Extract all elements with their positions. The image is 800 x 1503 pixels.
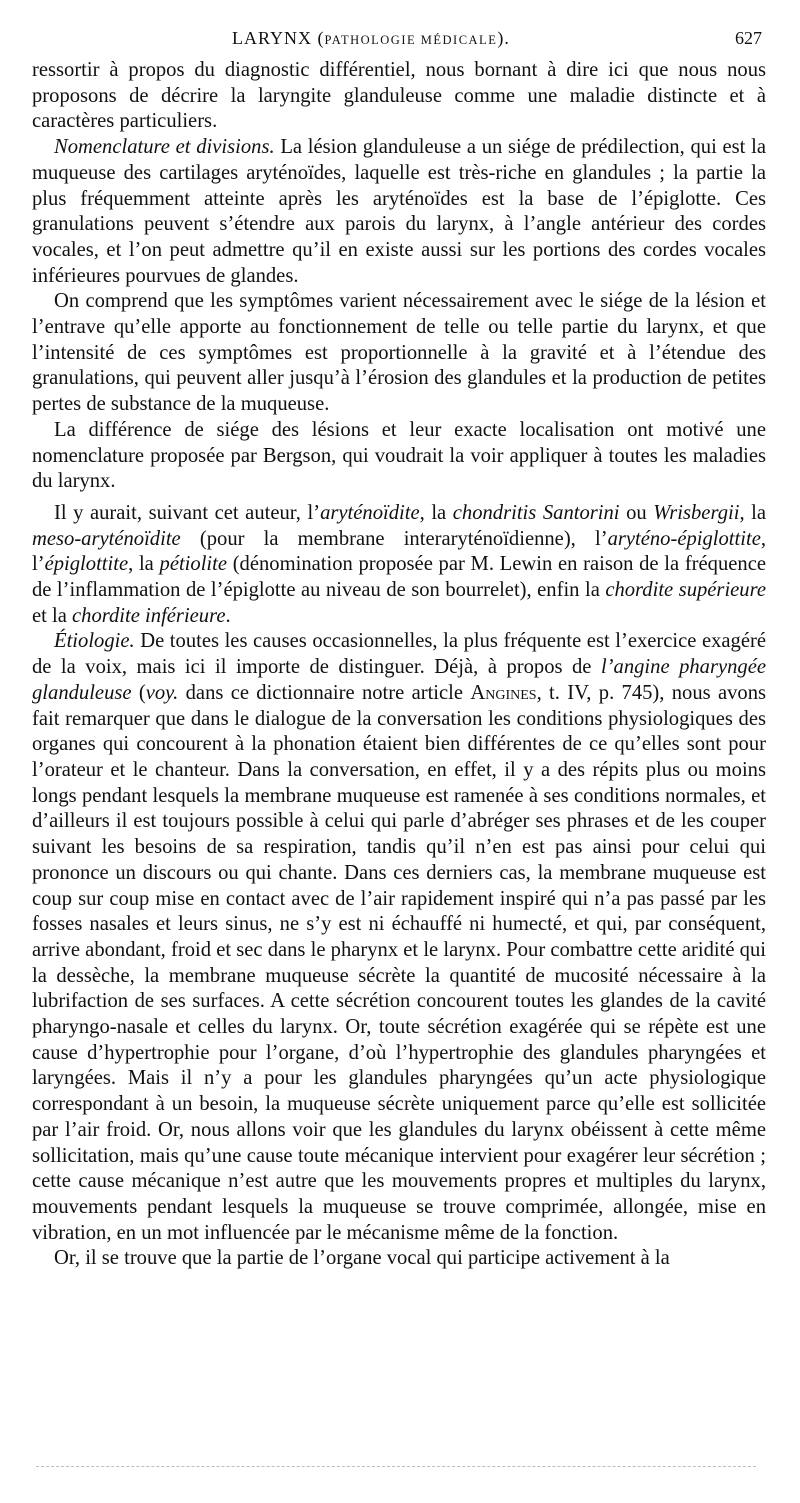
italic-term: pétiolite bbox=[159, 553, 227, 576]
paragraph-nomenclature bbox=[32, 135, 766, 289]
text-run: , la bbox=[739, 501, 767, 524]
paragraph-final: Or, il se trouve que la partie de l’organe vocal qui participe activement à la bbox=[54, 1247, 670, 1270]
italic-term: aryténo-épiglottite bbox=[607, 527, 761, 550]
running-title-end: ). bbox=[497, 28, 510, 48]
page-number: 627 bbox=[735, 28, 762, 48]
paragraph-etiology bbox=[32, 629, 766, 1246]
text-run: ( bbox=[131, 681, 146, 704]
paragraph-text: La lésion glanduleuse a un siége de prédilection, qui est la muqueuse des cartilages aryténoïdes, laquelle est très-riche en glandules ; la partie la plus fréquemment atteinte après les aryténoïdes est la base de l’épiglotte. Ces granulations peuvent s’étendre aux parois du larynx, à l’angle antérieur des cordes vocales, et l’on peut admettre qu’il en existe aussi sur les portions des cordes vocales inférieures pourvues de glandes. bbox=[32, 136, 766, 287]
text-run: , l’ bbox=[32, 527, 766, 576]
italic-term: chordite supérieure bbox=[605, 579, 766, 602]
running-title-main: LARYNX ( bbox=[232, 28, 325, 48]
italic-term: chordite inférieure bbox=[72, 604, 226, 627]
text-run: Il y aurait, suivant cet auteur, l’ bbox=[54, 501, 321, 524]
italic-term: épiglottite bbox=[44, 553, 129, 576]
italic-term: aryténoïdite bbox=[320, 501, 420, 524]
text-run: (pour la membrane interaryténoïdienne), l’ bbox=[180, 527, 608, 550]
small-caps-reference: Angines bbox=[470, 681, 537, 704]
text-run: et la bbox=[32, 604, 73, 627]
running-title-subtitle: PATHOLOGIE MÉDICALE bbox=[324, 33, 498, 47]
document-page bbox=[32, 28, 766, 1272]
paragraph-continuation: ressortir à propos du diagnostic différentiel, nous bornant à dire ici que nous nous proposons de décrire la laryngite glanduleuse comme une maladie distincte et à caractères particuliers. bbox=[32, 59, 766, 133]
text-run: , t. IV, p. 745), nous avons fait remarquer que dans le dialogue de la conversation les conditions physiologiques des organes qui concourent à la phonation étaient bien différentes de ce qu’elles sont pour l’orateur et le chanteur. Dans la conversation, en effet, il y a des répits plus ou moins longs pendant lesquels la membrane muqueuse est ramenée à ses conditions normales, et d’ailleurs il est toujours possible à celui qui parle d’abréger ses phrases et de les couper suivant les besoins de sa respiration, tandis qu’il n’en est pas ainsi pour celui qui prononce un discours ou qui chante. Dans ces derniers cas, la membrane muqueuse est coup sur coup mise en contact avec de l’air rapidement inspiré qui n’a pas passé par les fosses nasales et leurs sinus, ne s’y est ni échauffé ni humecté, et qui, par conséquent, arrive abondant, froid et sec dans le pharynx et le larynx. Pour combattre cette aridité qui la dessèche, la membrane muqueuse sécrète la quantité de mucosité nécessaire à la lubrifaction de ses surfaces. A cette sécrétion concourent toutes les glandes de la cavité pharyngo-nasale et celles du larynx. Or, toute sécrétion exagérée qui se répète est une cause d’hypertrophie pour l’organe, d’où l’hypertrophie des glandules pharyngées et laryngées. Mais il n’y a pour les glandules pharyngées qu’un acte physiologique correspondant à un besoin, la muqueuse sécrète uniquement parce qu’elle est sollicitée par l’air froid. Or, nous allons voir que les glandules du larynx obéissent à cette même sollicitation, mais qu’une cause toute mécanique intervient pour exagérer leur sécrétion ; cette cause mécanique n’est autre que les mouvements propres et multiples du larynx, mouvements pendant lesquels la muqueuse se trouve comprimée, allongée, mise en vibration, en un mot influencée par le mécanisme même de la fonction. bbox=[32, 681, 767, 1244]
italic-term: meso-aryténoïdite bbox=[32, 527, 181, 550]
text-run: De toutes les causes occasionnelles, la plus fréquente est l’exercice exagéré de la voix, mais ici il importe de distinguer. Déjà, à propos de bbox=[32, 630, 766, 679]
text-run: ou bbox=[619, 501, 654, 524]
text-run: (dénomination proposée par M. Lewin en raison de la fréquence de l’inflammation de l’épiglotte au niveau de son bourrelet), enfin la bbox=[32, 553, 766, 602]
text-run: dans ce dictionnaire notre article bbox=[178, 681, 471, 704]
running-title bbox=[232, 28, 510, 49]
section-heading-etiology: Étiologie. bbox=[54, 630, 135, 653]
italic-term: chondritis Santorini bbox=[452, 501, 620, 524]
section-heading-nomenclature: Nomenclature et divisions. bbox=[54, 136, 275, 159]
text-run: , la bbox=[128, 553, 160, 576]
italic-term: Wrisbergii bbox=[653, 501, 740, 524]
italic-term: voy. bbox=[145, 681, 179, 704]
paragraph-symptoms: On comprend que les symptômes varient nécessairement avec le siége de la lésion et l’entrave qu’elle apporte au fonctionnement de telle ou telle partie du larynx, et que l’intensité de ces symptômes est proportionnelle à la gravité et à l’étendue des granulations, qui peuvent aller jusqu’à l’érosion des glandules et la production de petites pertes de substance de la muqueuse. bbox=[32, 290, 766, 416]
body-text bbox=[32, 58, 766, 1272]
paragraph-nomenclature-list bbox=[32, 501, 766, 630]
paragraph-bergson-nomenclature: La différence de siége des lésions et leur exacte localisation ont motivé une nomenclature proposée par Bergson, qui voudrait la voir appliquer à toutes les maladies du larynx. bbox=[32, 418, 766, 493]
italic-term: l’angine pharyngée glanduleuse bbox=[32, 656, 766, 704]
footer-divider bbox=[36, 1466, 756, 1467]
running-header bbox=[32, 28, 766, 58]
text-run: , la bbox=[419, 501, 453, 524]
text-run: . bbox=[225, 604, 231, 627]
